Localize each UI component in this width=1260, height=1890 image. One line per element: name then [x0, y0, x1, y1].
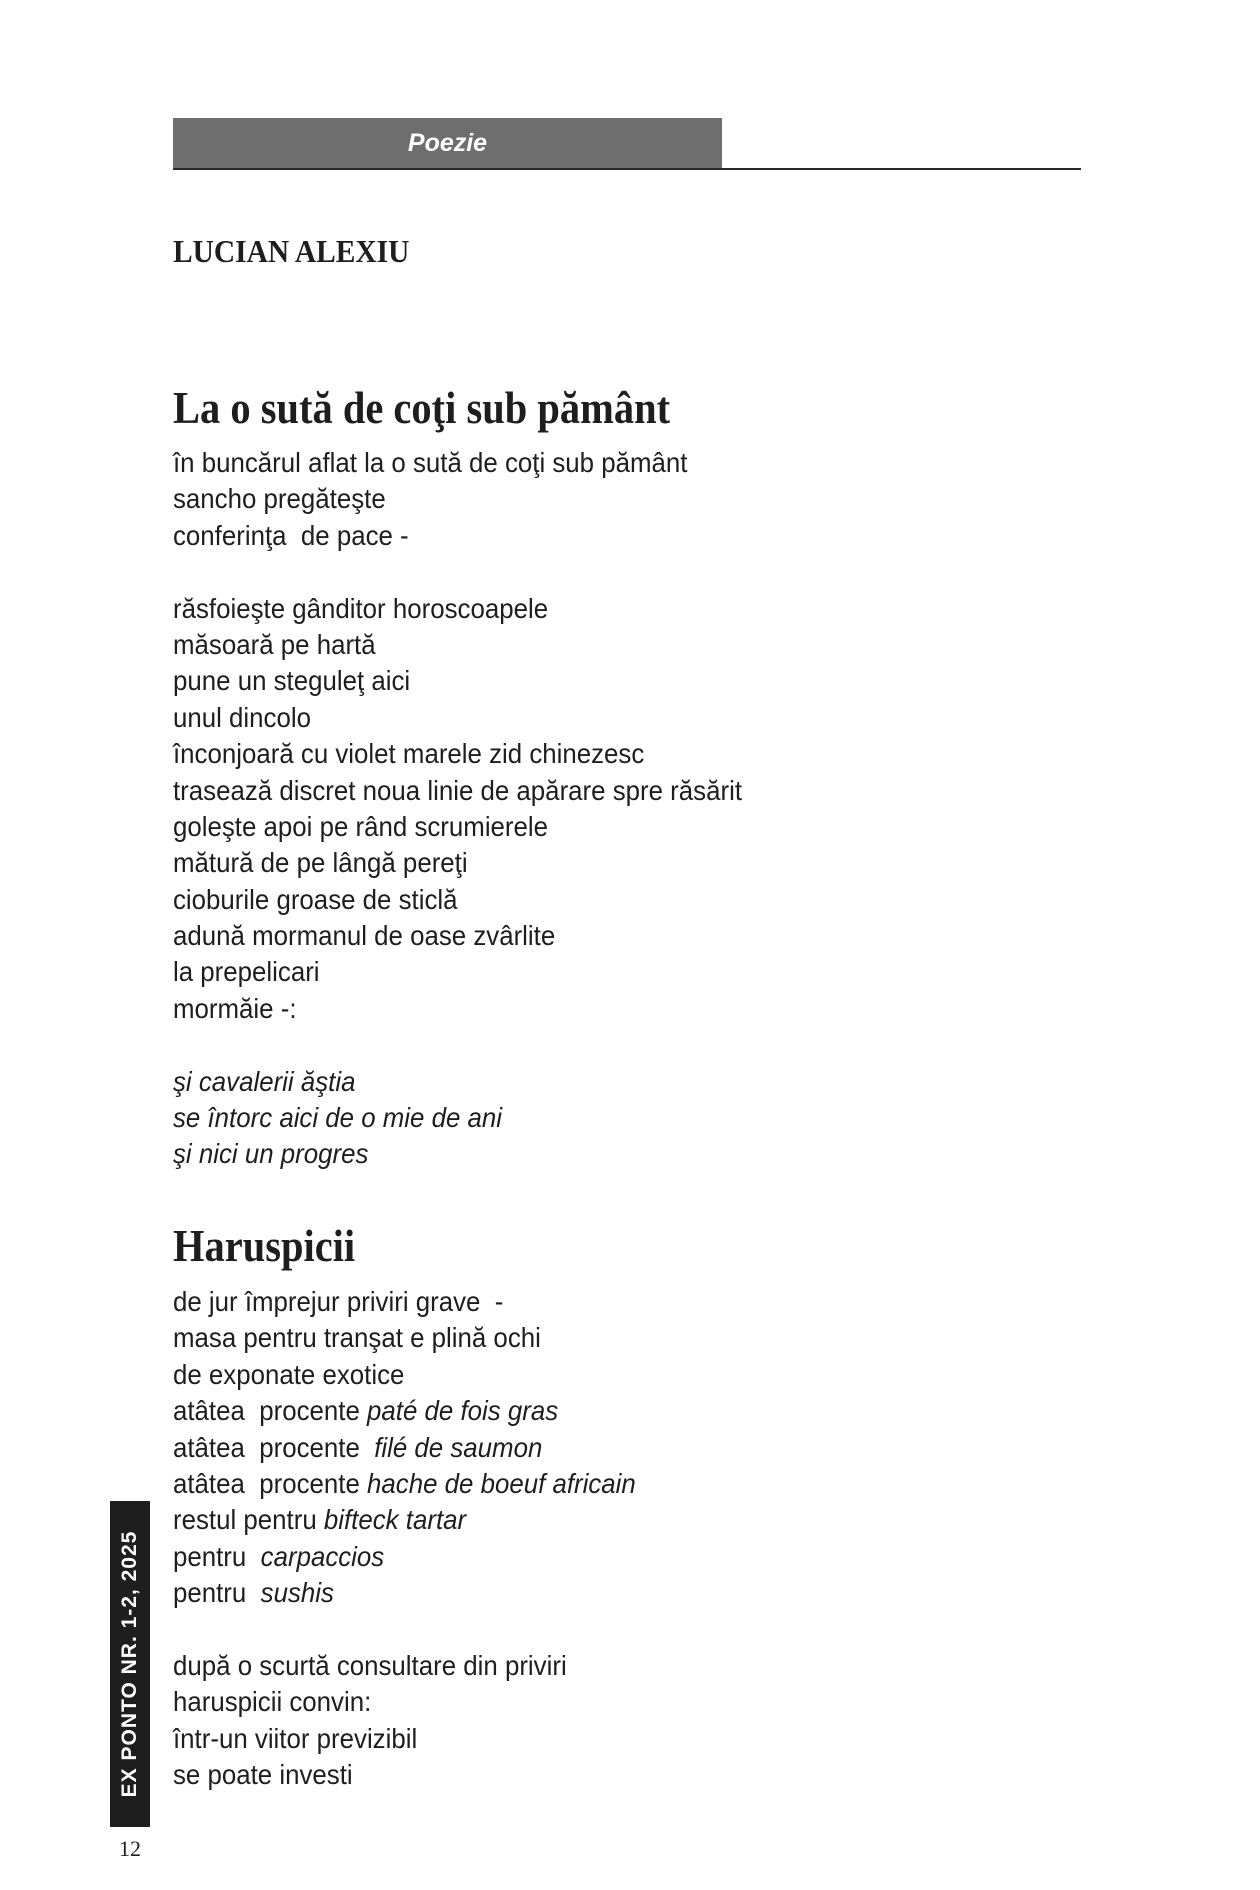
poem-line [173, 1284, 636, 1320]
poem-line-text: haruspicii convin: [173, 1686, 372, 1718]
stanza-break [173, 1027, 742, 1063]
poem-line: măsoară pe hartă [173, 628, 376, 660]
poem-line-italic-text: filé de saumon [374, 1431, 543, 1463]
poem-line [173, 1393, 636, 1429]
poem-line-italic-text: sushis [260, 1577, 334, 1609]
poem-line: răsfoieşte gânditor horoscoapele [173, 592, 549, 624]
poem-title: La o sută de coţi sub pământ [173, 382, 671, 433]
poem-line [173, 1684, 636, 1720]
poem-line: mătură de pe lângă pereţi [173, 847, 468, 879]
poem-line: conferinţa de pace - [173, 519, 409, 551]
poem-line [173, 1502, 636, 1538]
poem-line-italic-text: paté de fois gras [367, 1395, 559, 1427]
poem-line-italic-text: carpaccios [260, 1540, 385, 1572]
poem-line-italic: şi nici un progres [173, 1138, 369, 1170]
journal-side-tab [110, 1501, 150, 1827]
poem-line-text: pentru [173, 1540, 261, 1572]
poem-line-italic-text: hache de boeuf africain [367, 1467, 636, 1499]
poem-line [173, 1466, 636, 1502]
poem-line-text: se poate investi [173, 1759, 353, 1791]
poem-line: adună mormanul de oase zvârlite [173, 920, 556, 952]
poem-line [173, 1648, 636, 1684]
poem-line-italic: se întorc aici de o mie de ani [173, 1102, 503, 1134]
poem-line: trasează discret noua linie de apărare spre răsărit [173, 774, 743, 806]
page-number: 12 [119, 1836, 141, 1861]
poem-title: Haruspicii [173, 1220, 356, 1271]
poem-line: la prepelicari [173, 956, 320, 988]
poem-line: pune un steguleţ aici [173, 665, 411, 697]
poem-line [173, 1320, 636, 1356]
poem-line-text: atâtea procente [173, 1431, 375, 1463]
poem-line-text: pentru [173, 1577, 261, 1609]
poem-line: sancho pregăteşte [173, 483, 386, 515]
poem-line [173, 1575, 636, 1611]
poem-line: goleşte apoi pe rând scrumierele [173, 810, 549, 842]
poem-line [173, 1757, 636, 1793]
poem-line: mormăie -: [173, 992, 297, 1024]
poem-line-text: într-un viitor previzibil [173, 1722, 418, 1754]
poem-line: unul dincolo [173, 701, 311, 733]
poem-line: în buncărul aflat la o sută de coţi sub pământ [173, 447, 688, 478]
poem-line-text: masa pentru tranşat e plină ochi [173, 1322, 541, 1354]
poem-line-text: restul pentru [173, 1504, 324, 1536]
journal-issue-label: EX PONTO NR. 1-2, 2025 [118, 1530, 141, 1798]
poem-line-italic: şi cavalerii ăştia [173, 1065, 356, 1097]
poem-line-text: după o scurtă consultare din priviri [173, 1649, 567, 1681]
poem-body [173, 1284, 636, 1793]
section-header-bar [173, 118, 722, 168]
section-label: Poezie [407, 129, 488, 157]
poem-line [173, 1430, 636, 1466]
stanza-break [173, 1612, 636, 1648]
stanza-break [173, 554, 742, 590]
poem-line [173, 1539, 636, 1575]
poem-line-text: de jur împrejur priviri grave - [173, 1286, 504, 1317]
poem-line: înconjoară cu violet marele zid chinezesc [173, 738, 645, 770]
poem-line [173, 1721, 636, 1757]
poem-line [173, 1357, 636, 1393]
poem-line: cioburile groase de sticlă [173, 883, 458, 915]
author-name: LUCIAN ALEXIU [173, 233, 410, 269]
header-rule [173, 168, 1081, 170]
poem-line-text: atâtea procente [173, 1467, 368, 1499]
poem-line-text: atâtea procente [173, 1395, 368, 1427]
poem-body [173, 445, 742, 1173]
poem-line-text: de exponate exotice [173, 1358, 405, 1390]
poem-line-italic-text: bifteck tartar [323, 1504, 467, 1536]
